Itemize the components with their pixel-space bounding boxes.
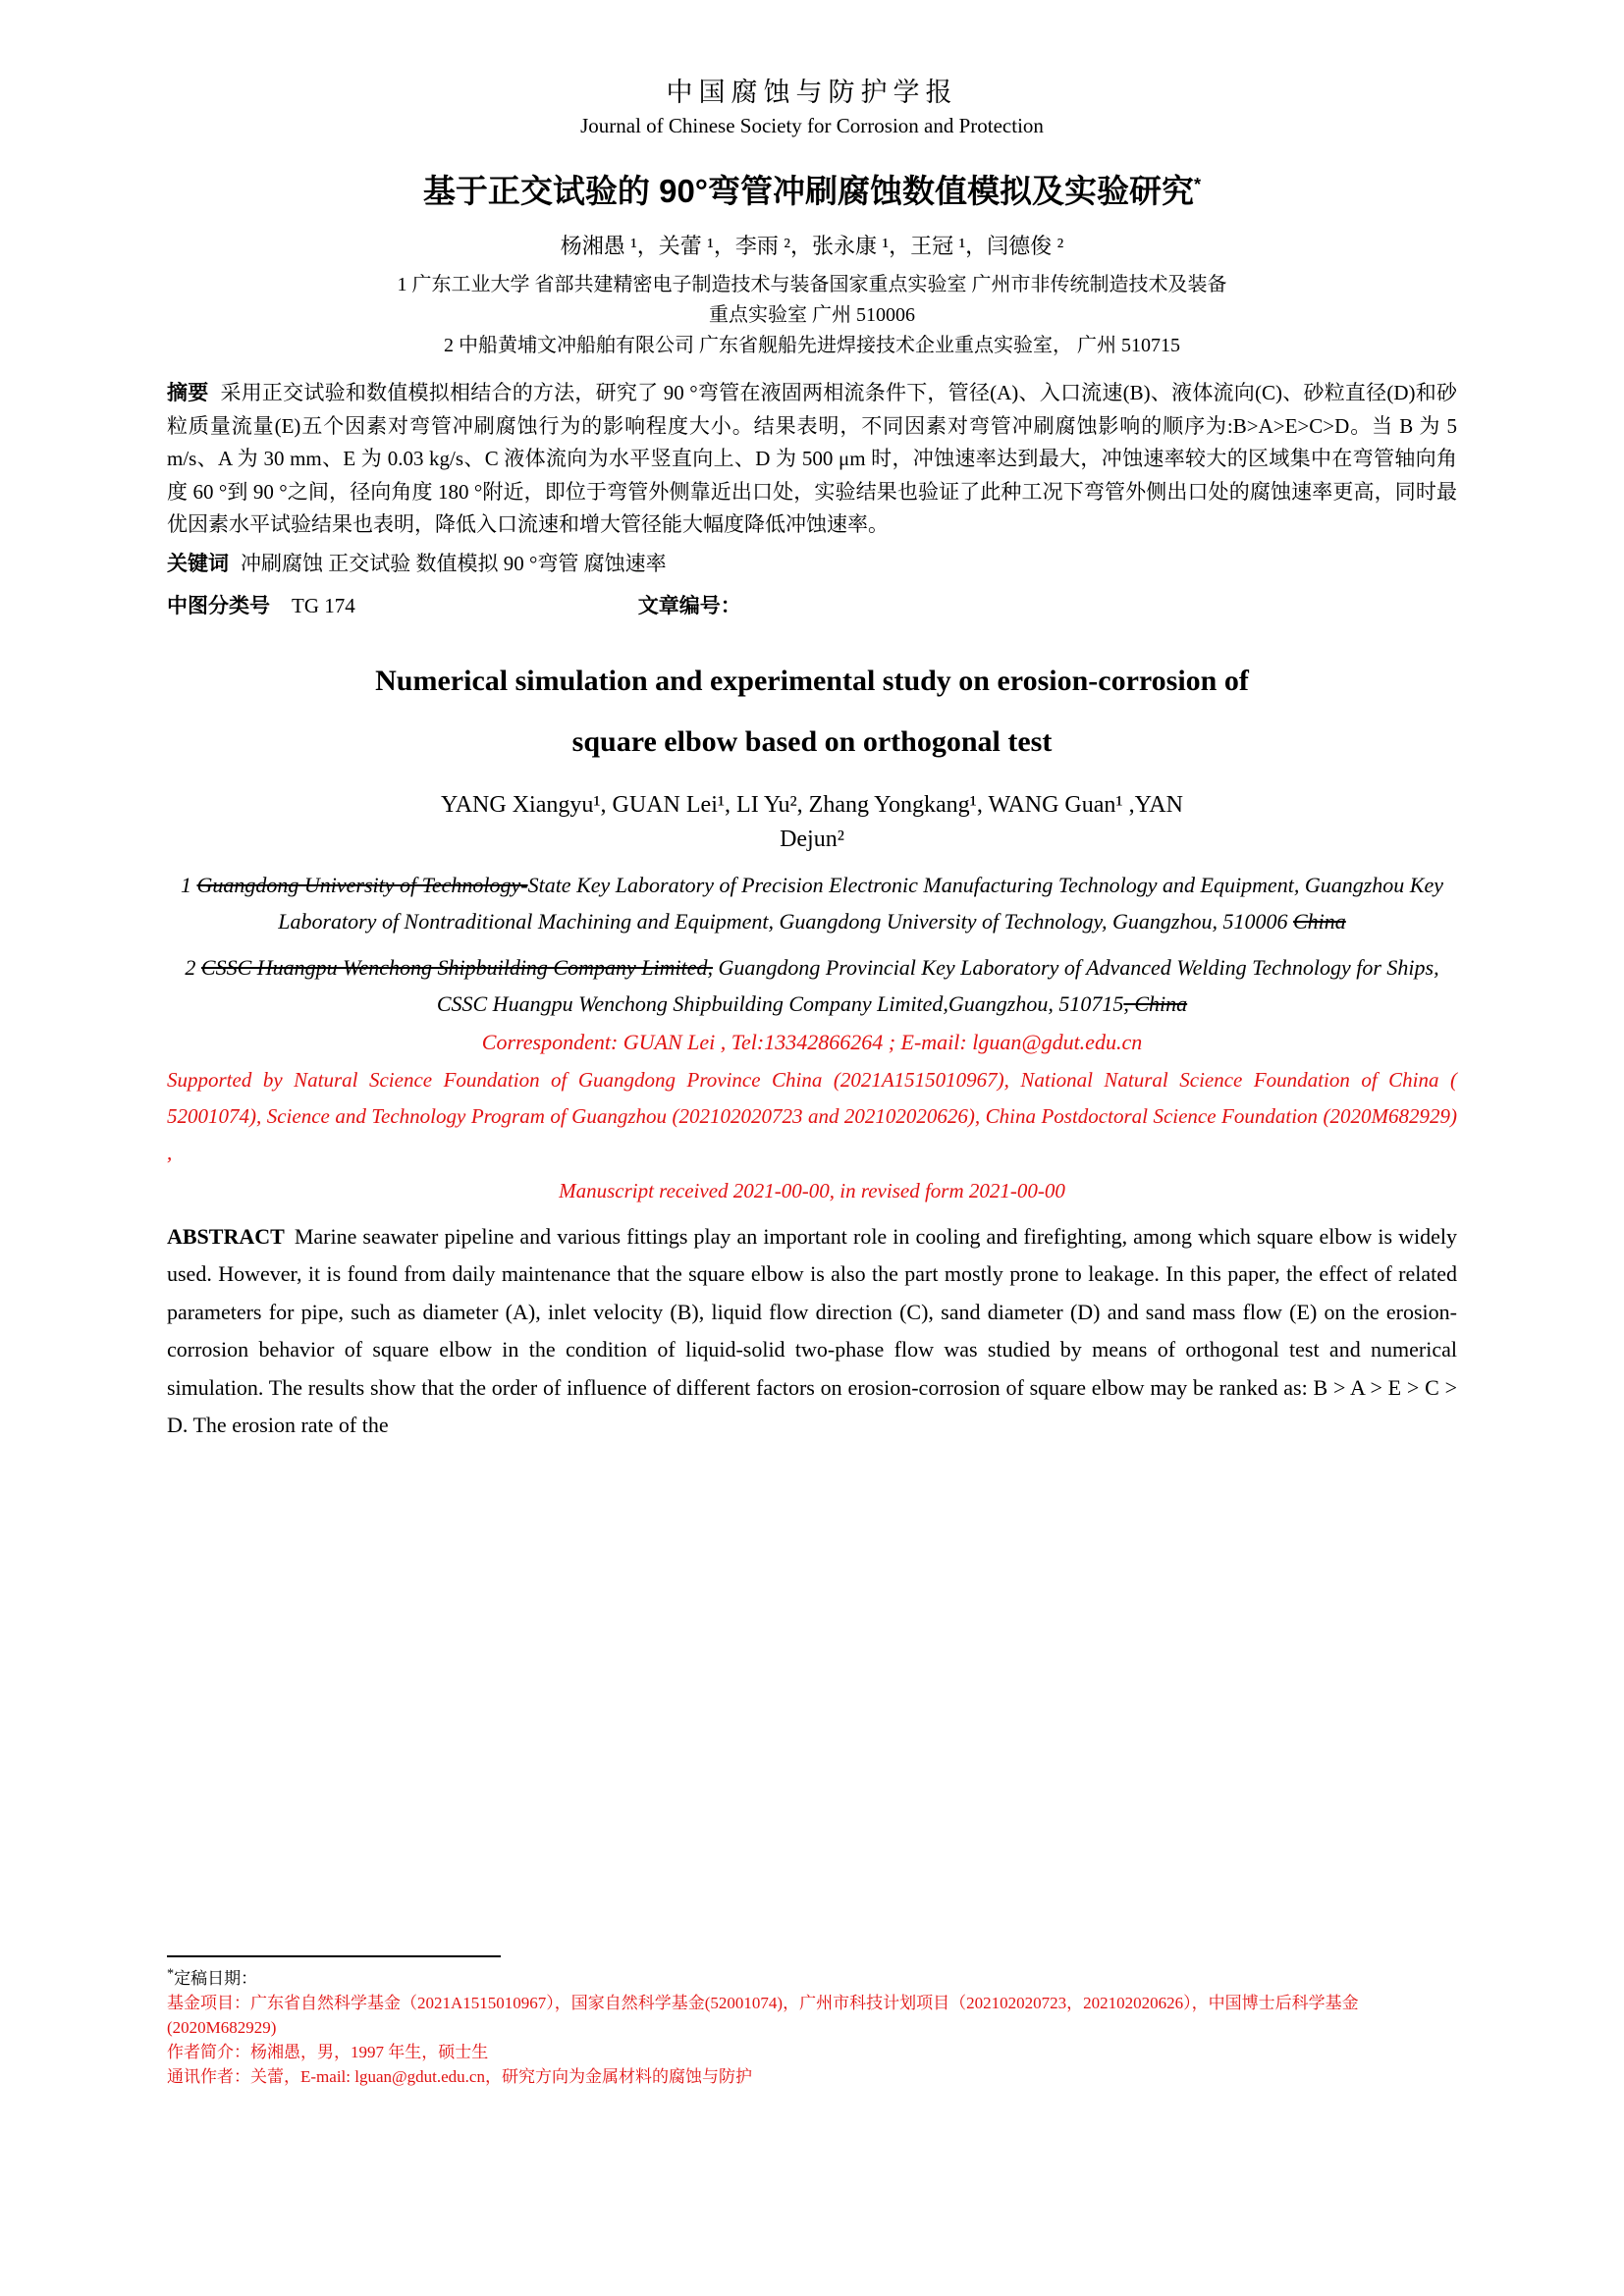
affiliation-2-en-strikethrough: CSSC Huangpu Wenchong Shipbuilding Company Limited, [200, 954, 713, 980]
affiliation-1-en-strikethrough-country: China [1292, 908, 1346, 934]
abstract-en-text: Marine seawater pipeline and various fittings play an important role in cooling and firefighting, among which square elbow is widely used. However, it is found from daily maintenance that the square elbow is also the part mostly prone to leakage. In this paper, the effect of related parameters for pipe, such as diameter (A), inlet velocity (B), liquid flow direction (C), sand diameter (D) and sand mass flow (E) on the erosion-corrosion behavior of square elbow in the condition of liquid-solid two-phase flow was studied by means of orthogonal test and numerical simulation. The results show that the order of influence of different factors on erosion-corrosion of square elbow may be ranked as: B > A > E > C > D. The erosion rate of the [167, 1223, 1457, 1437]
affiliation-1-en-number: 1 [180, 872, 197, 897]
affiliation-1-en-strikethrough: Guangdong University of Technology- [196, 872, 528, 897]
classification-line [167, 590, 1457, 619]
footnote-divider [167, 1955, 501, 1957]
paper-title-en-line1: Numerical simulation and experimental study on erosion-corrosion of [375, 664, 1249, 697]
funding-statement-en: Supported by Natural Science Foundation of Guangdong Province China (2021A1515010967), National Natural Science Foundation of China ( 52001074), Science and Technology Program of Guangzhou (202102020723 and 202102020626), China Postdoctoral Science Foundation (2020M682929) , [167, 1067, 1457, 1164]
affiliation-1-cn-line1: 1 广东工业大学 省部共建精密电子制造技术与装备国家重点实验室 广州市非传统制造技术及装备 [397, 274, 1227, 295]
footnote-corresponding-author: 通讯作者：关蕾，E-mail: lguan@gdut.edu.cn，研究方向为金属材料的腐蚀与防护 [167, 2067, 752, 2086]
affiliation-2-en-strikethrough-country: , China [1123, 990, 1188, 1016]
paper-title-cn [167, 166, 1457, 212]
authors-en [167, 788, 1457, 857]
clc-value: TG 174 [292, 593, 355, 617]
affiliation-1-en-text: State Key Laboratory of Precision Electronic Manufacturing Technology and Equipment, Guangzhou Key Laboratory of Nontraditional Machining and Equipment, Guangdong University of Technology, Guangzhou, 510006 [278, 872, 1444, 934]
affiliation-1-cn-line2: 重点实验室 广州 510006 [709, 304, 915, 326]
affiliation-1-cn [167, 270, 1457, 361]
paper-title-en-line2: square elbow based on orthogonal test [571, 724, 1053, 758]
journal-title-cn: 中国腐蚀与防护学报 [666, 78, 958, 107]
footnote-date-label: 定稿日期： [174, 1969, 258, 1988]
affiliation-2-cn: 2 中船黄埔文冲船舶有限公司 广东省舰船先进焊接技术企业重点实验室， 广州 510715 [444, 335, 1180, 356]
journal-title-en: Journal of Chinese Society for Corrosion and Protection [580, 114, 1044, 137]
keywords-cn-label: 关键词 [167, 552, 229, 575]
clc-label: 中图分类号 [167, 594, 270, 617]
manuscript-received-line: Manuscript received 2021-00-00, in revised form 2021-00-00 [559, 1178, 1065, 1202]
affiliation-2-en-number: 2 [185, 954, 201, 980]
article-number-label: 文章编号： [637, 594, 741, 617]
footnote-asterisk: * [167, 1965, 175, 1982]
footnote-date [167, 1966, 1457, 1991]
footnote-funding: 基金项目：广东省自然科学基金（2021A1515010967），国家自然科学基金(52001074)，广州市科技计划项目（202102020723，202102020626），中国博士后科学基金(2020M682929) [167, 1994, 1359, 2037]
affiliation-1-en [167, 867, 1457, 939]
authors-en-line1: YANG Xiangyu¹, GUAN Lei¹, LI Yu², Zhang Yongkang¹, WANG Guan¹ ,YAN [441, 791, 1183, 818]
abstract-en-label: ABSTRACT [167, 1223, 285, 1249]
authors-cn: 杨湘愚 ¹，关蕾 ¹，李雨 ²，张永康 ¹，王冠 ¹，闫德俊 ² [560, 234, 1064, 258]
authors-en-line2: Dejun² [780, 826, 844, 852]
keywords-cn-text: 冲刷腐蚀 正交试验 数值模拟 90 °弯管 腐蚀速率 [241, 551, 667, 575]
affiliation-2-en-text: Guangdong Provincial Key Laboratory of Advanced Welding Technology for Ships, CSSC Huangpu Wenchong Shipbuilding Company Limited,Guangzhou, 510715 [436, 954, 1439, 1016]
paper-title-cn-text: 基于正交试验的 90°弯管冲刷腐蚀数值模拟及实验研究 [422, 173, 1194, 209]
correspondent-line: Correspondent: GUAN Lei , Tel:13342866264 ; E-mail: lguan@gdut.edu.cn [481, 1029, 1143, 1054]
affiliation-2-en [167, 949, 1457, 1022]
abstract-cn [167, 377, 1457, 542]
footnote-section [167, 1955, 1457, 2089]
keywords-cn [167, 548, 1457, 580]
abstract-cn-text: 采用正交试验和数值模拟相结合的方法，研究了 90 °弯管在液固两相流条件下，管径(A)、入口流速(B)、液体流向(C)、砂粒直径(D)和砂粒质量流量(E)五个因素对弯管冲刷腐蚀行为的影响程度大小。结果表明，不同因素对弯管冲刷腐蚀影响的顺序为:B>A>E>C>D。当 B 为 5 m/s、A 为 30 mm、E 为 0.03 kg/s、C 液体流向为水平竖直向上、D 为 500 μm 时，冲蚀速率达到最大，冲蚀速率较大的区域集中在弯管轴向角度 60 °到 90 °之间，径向角度 180 °附近，即位于弯管外侧靠近出口处，实验结果也验证了此种工况下弯管外侧出口处的腐蚀速率更高，同时最优因素水平试验结果也表明，降低入口流速和增大管径能大幅度降低冲蚀速率。 [167, 381, 1458, 536]
footnote-author-bio: 作者简介：杨湘愚，男，1997 年生，硕士生 [167, 2043, 489, 2061]
abstract-cn-label: 摘要 [167, 382, 209, 404]
abstract-en [167, 1218, 1457, 1445]
title-footnote-mark: * [1194, 175, 1202, 194]
